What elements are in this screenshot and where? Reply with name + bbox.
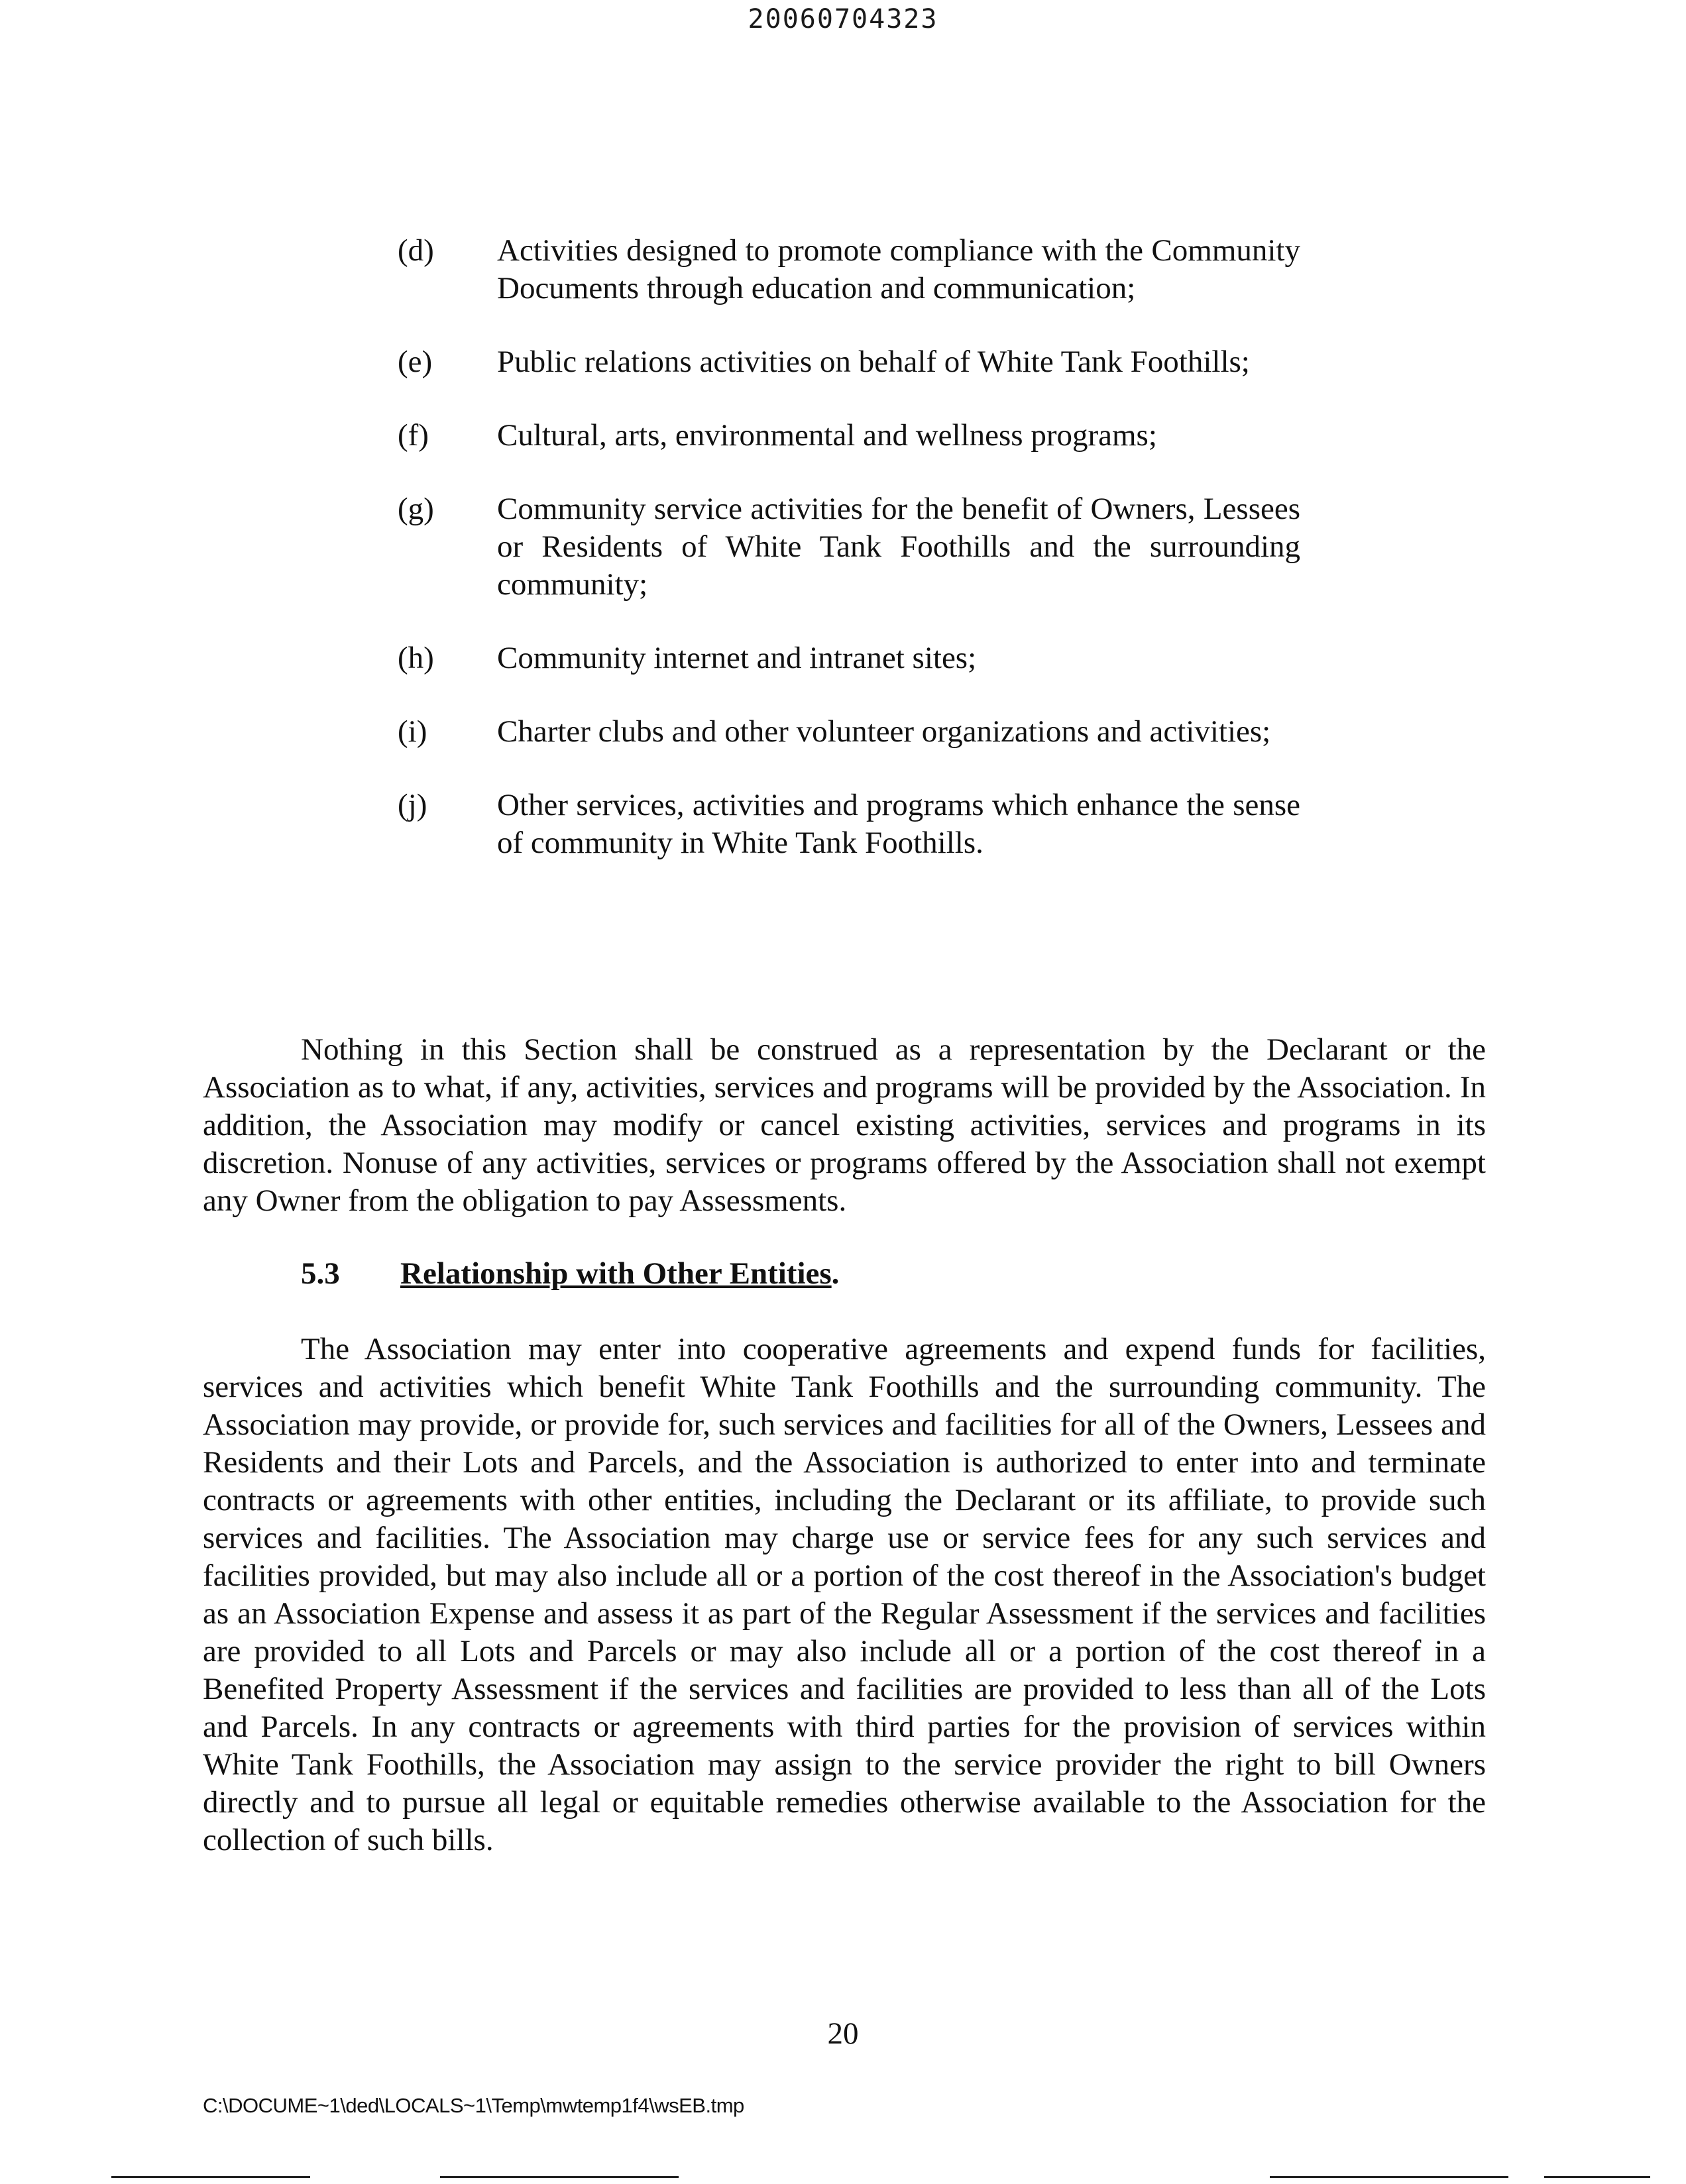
- services-list: [398, 232, 1300, 898]
- list-item: [398, 490, 1300, 604]
- list-item-marker: (i): [398, 714, 427, 749]
- section-title: Relationship with Other Entities: [400, 1256, 832, 1291]
- list-item: [398, 343, 1300, 381]
- relationship-paragraph: The Association may enter into cooperative agreements and expend funds for facilities, services and activities which benefit White Tank Foothills and the surrounding community. The Association may provide, or provide for, such services and facilities for all of the Owners, Lessees and Residents and their Lots and Parcels, and the Association is authorized to enter into and terminate contracts or agreements with other entities, including the Declarant or its affiliate, to provide such services and facilities. The Association may charge use or service fees for any such services and facilities provided, but may also include all or a portion of the cost thereof in the Association's budget as an Association Expense and assess it as part of the Regular Assessment if the services and facilities are provided to all Lots and Parcels or may also include all or a portion of the cost thereof in a Benefited Property Assessment if the services and facilities are provided to less than all of the Lots and Parcels. In any contracts or agreements with third parties for the provision of services within White Tank Foothills, the Association may assign to the service provider the right to bill Owners directly and to pursue all legal or equitable remedies otherwise available to the Association for the collection of such bills.: [203, 1332, 1486, 1857]
- list-item-marker: (j): [398, 788, 427, 822]
- list-item: [398, 639, 1300, 677]
- scan-artifact-line: [111, 2176, 310, 2178]
- list-item-marker: (e): [398, 345, 433, 379]
- list-item-marker: (h): [398, 641, 434, 675]
- section-number: 5.3: [301, 1256, 340, 1291]
- page-number: 20: [827, 2016, 859, 2051]
- scan-artifact-line: [1270, 2176, 1508, 2178]
- section-title-wrap: [400, 1255, 839, 1293]
- list-item: [398, 713, 1300, 751]
- list-item-marker: (f): [398, 418, 429, 453]
- scan-artifact-line: [440, 2176, 679, 2178]
- list-item: [398, 417, 1300, 455]
- file-path: C:\DOCUME~1\ded\LOCALS~1\Temp\mwtemp1f4\wsEB.tmp: [203, 2094, 744, 2117]
- list-item-text: Other services, activities and programs which enhance the sense of community in White Tank Foothills.: [497, 788, 1300, 860]
- list-item-text: Community service activities for the benefit of Owners, Lessees or Residents of White Tank Foothills and the surrounding community;: [497, 492, 1300, 602]
- list-item-marker: (d): [398, 233, 434, 268]
- list-item-marker: (g): [398, 492, 434, 526]
- section-heading: [301, 1255, 839, 1293]
- list-item-text: Cultural, arts, environmental and wellness programs;: [497, 418, 1157, 453]
- scan-artifact-line: [1544, 2176, 1650, 2178]
- document-number: 20060704323: [748, 4, 938, 34]
- section-title-period: .: [831, 1256, 840, 1291]
- disclaimer-paragraph: Nothing in this Section shall be construed as a representation by the Declarant or the Association as to what, if any, activities, services and programs will be provided by the Association. In addition, the Association may modify or cancel existing activities, services and programs in its discretion. Nonuse of any activities, services or programs offered by the Association shall not exempt any Owner from the obligation to pay Assessments.: [203, 1032, 1486, 1218]
- list-item-text: Charter clubs and other volunteer organizations and activities;: [497, 714, 1271, 749]
- list-item-text: Activities designed to promote compliance with the Community Documents through education and communication;: [497, 233, 1300, 305]
- list-item: [398, 232, 1300, 307]
- list-item-text: Community internet and intranet sites;: [497, 641, 977, 675]
- list-item: [398, 787, 1300, 862]
- list-item-text: Public relations activities on behalf of White Tank Foothills;: [497, 345, 1250, 379]
